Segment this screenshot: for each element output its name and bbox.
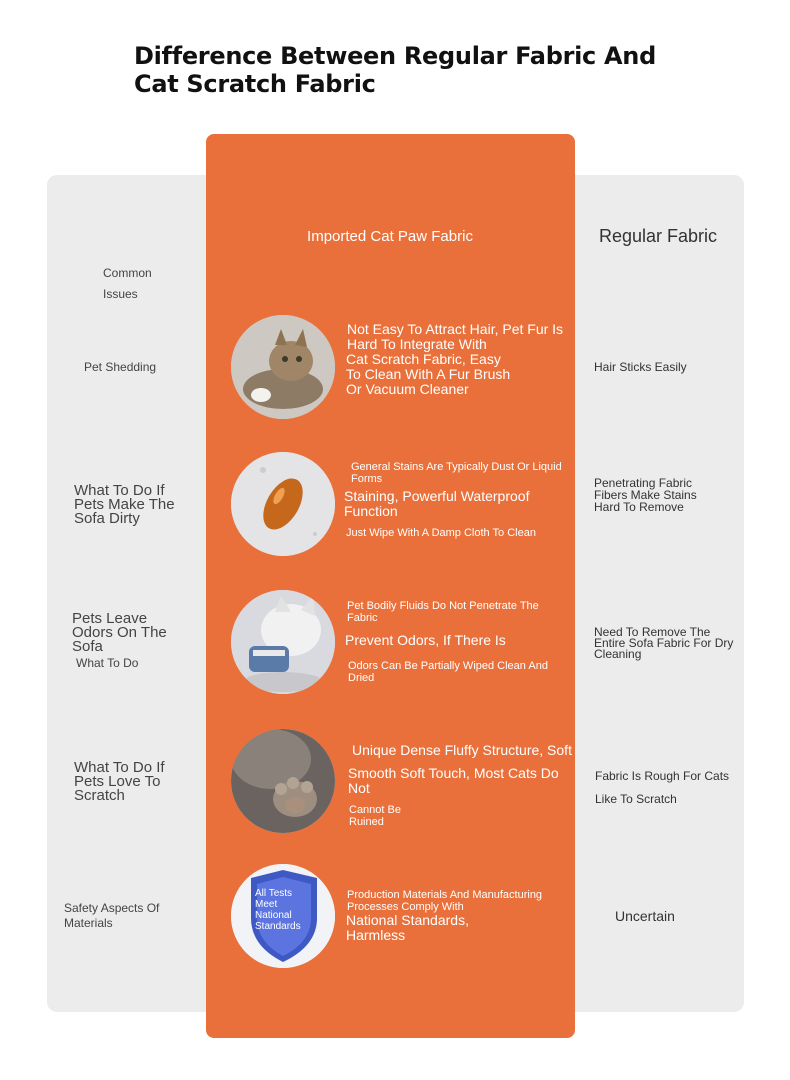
cat-text-small: Pet Bodily Fluids Do Not Penetrate The Fabric (347, 600, 539, 624)
cat-text-small: Production Materials And Manufacturing Processes Comply With (347, 889, 543, 913)
regular-text: Hair Sticks Easily (594, 360, 687, 374)
issue-label: Pet Shedding (84, 360, 157, 374)
cat-eating-photo-icon (231, 590, 335, 694)
circle-image (231, 729, 335, 833)
column-header-cat-paw: Imported Cat Paw Fabric (307, 228, 473, 245)
badge-text: All Tests Meet National Standards (255, 888, 301, 932)
circle-image (231, 590, 335, 694)
cat-text-primary: Staining, Powerful Waterproof Function (344, 488, 530, 519)
issue-label: What To Do If Pets Make The Sofa Dirty (74, 482, 175, 527)
cat-text-primary: Prevent Odors, If There Is (345, 632, 506, 648)
circle-image (231, 452, 335, 556)
cat-text-primary: Not Easy To Attract Hair, Pet Fur Is Hard To Integrate With (347, 321, 564, 352)
regular-text: Fabric Is Rough For Cats Like To Scratch (595, 769, 730, 806)
water-droplet-photo-icon (231, 452, 335, 556)
issue-label: Safety Aspects Of Materials (64, 901, 160, 930)
issue-label: What To Do If Pets Love To Scratch (74, 759, 165, 804)
regular-text: Penetrating Fabric Fibers Make Stains Hard To Remove (594, 476, 697, 514)
cat-text-primary: National Standards, Harmless (346, 912, 469, 943)
regular-text: Uncertain (615, 908, 675, 924)
column-header-regular: Regular Fabric (599, 226, 718, 246)
issue-sublabel: What To Do (76, 656, 139, 670)
cat-text-small: General Stains Are Typically Dust Or Liquid Forms (351, 461, 562, 485)
cat-text-primary: Smooth Soft Touch, Most Cats Do Not (348, 765, 559, 796)
cat-text-small: Odors Can Be Partially Wiped Clean And Dried (348, 660, 548, 684)
cat-text-secondary: Cat Scratch Fabric, Easy To Clean With A Fur Brush Or Vacuum Cleaner (346, 351, 511, 397)
issue-label: Pets Leave Odors On The Sofa (72, 610, 167, 655)
cat-text-primary: Unique Dense Fluffy Structure, Soft (352, 742, 572, 758)
cat-text-small: Cannot Be Ruined (349, 804, 401, 828)
regular-text: Need To Remove The Entire Sofa Fabric For Dry Cleaning (594, 625, 734, 661)
circle-image (231, 864, 335, 968)
cat-lying-photo-icon (231, 315, 335, 419)
cat-paw-photo-icon (231, 729, 335, 833)
circle-image (231, 315, 335, 419)
cat-text-small: Just Wipe With A Damp Cloth To Clean (346, 527, 536, 539)
column-header-issues: Common Issues (103, 266, 152, 301)
page-title: Difference Between Regular Fabric And Cat Scratch Fabric (134, 42, 656, 98)
